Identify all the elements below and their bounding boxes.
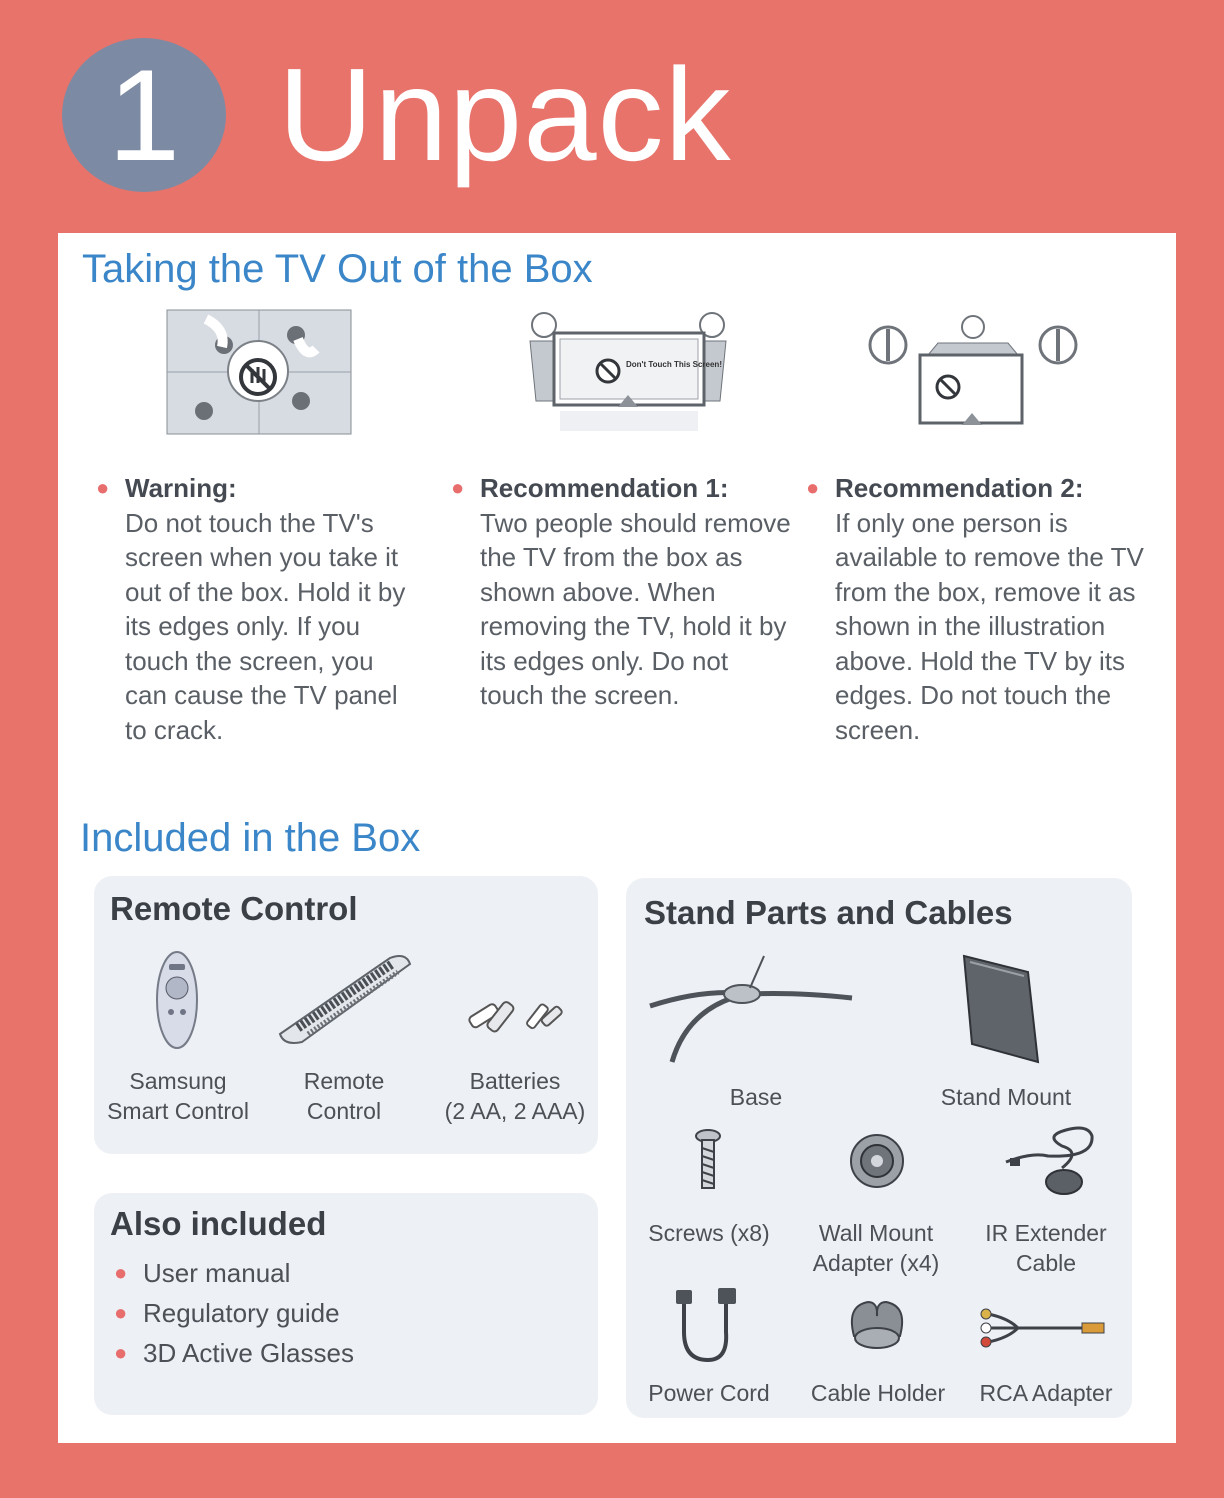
item-label-remote-control: Remote Control	[303, 1068, 385, 1124]
item-label-cable-holder: Cable Holder	[810, 1380, 946, 1406]
base-icon	[646, 954, 856, 1064]
warning-body: Do not touch the TV's screen when you take it out of the box. Hold it by its edges only. If you touch the screen, you can cause the TV panel to crack.	[125, 507, 406, 745]
cable-holder-icon	[844, 1296, 910, 1352]
power-cord-icon	[672, 1286, 742, 1366]
two-people-illustration	[526, 311, 732, 435]
one-person-illustration	[868, 315, 1080, 431]
item-label-power-cord: Power Cord	[648, 1380, 770, 1406]
item-label-base: Base	[729, 1084, 783, 1110]
hands-on-screen-illustration	[166, 309, 352, 435]
recommendation-2-column	[806, 471, 1146, 747]
sign-text: Don't Touch This Screen!	[626, 360, 722, 369]
page-title: Unpack	[278, 41, 732, 188]
batteries-icon	[462, 992, 566, 1044]
item-label-stand-mount: Stand Mount	[940, 1084, 1072, 1110]
item-label-wall-mount-adapter: Wall Mount Adapter (x4)	[812, 1220, 940, 1276]
list-item	[114, 1293, 354, 1333]
smart-control-icon	[152, 948, 202, 1052]
step-number: 1	[107, 42, 181, 188]
item-label-smart-control: Samsung Smart Control	[107, 1068, 249, 1124]
bullet-icon: ●	[806, 475, 820, 500]
recommendation-1-body: Two people should remove the TV from the box as shown above. When removing the TV, hold it by its edges only. Do not touch the screen.	[480, 507, 791, 710]
also-included-list	[114, 1253, 354, 1373]
also-item-regulatory-guide: Regulatory guide	[143, 1297, 340, 1328]
screw-icon	[692, 1128, 724, 1192]
recommendation-2-heading: Recommendation 2:	[835, 473, 1084, 503]
stand-parts-box	[626, 878, 1132, 1418]
ir-extender-cable-icon	[1002, 1122, 1102, 1202]
also-item-user-manual: User manual	[143, 1257, 291, 1288]
rca-adapter-icon	[978, 1304, 1108, 1348]
recommendation-2-body: If only one person is available to remove the TV from the box, remove it as shown in the illustration above. Hold the TV by its edges. Do not touch the screen.	[835, 507, 1144, 745]
bullet-icon: ●	[451, 475, 465, 500]
stand-mount-icon	[952, 948, 1048, 1068]
section-title-included: Included in the Box	[80, 816, 421, 860]
remote-control-box-title: Remote Control	[110, 890, 358, 927]
list-item	[114, 1253, 354, 1293]
bullet-icon: ●	[114, 1260, 128, 1285]
also-item-3d-glasses: 3D Active Glasses	[143, 1337, 354, 1368]
stand-parts-box-title: Stand Parts and Cables	[644, 894, 1013, 931]
remote-control-icon	[272, 950, 416, 1046]
item-label-screws: Screws (x8)	[648, 1220, 770, 1246]
bullet-icon: ●	[114, 1300, 128, 1325]
also-included-box	[94, 1193, 598, 1415]
bullet-icon: ●	[114, 1340, 128, 1365]
also-included-box-title: Also included	[110, 1205, 327, 1242]
remote-control-box	[94, 876, 598, 1154]
item-label-ir-extender-cable: IR Extender Cable	[985, 1220, 1107, 1276]
recommendation-1-column	[451, 471, 791, 713]
content-panel	[58, 233, 1176, 1443]
item-label-rca-adapter: RCA Adapter	[979, 1380, 1113, 1406]
bullet-icon: ●	[96, 475, 110, 500]
warning-column	[96, 471, 416, 747]
recommendation-1-heading: Recommendation 1:	[480, 473, 729, 503]
step-number-badge	[62, 38, 226, 192]
item-label-batteries: Batteries (2 AA, 2 AAA)	[444, 1068, 586, 1124]
list-item	[114, 1333, 354, 1373]
wall-mount-adapter-icon	[848, 1132, 906, 1190]
warning-heading: Warning:	[125, 473, 237, 503]
section-title-taking-out: Taking the TV Out of the Box	[82, 247, 593, 291]
